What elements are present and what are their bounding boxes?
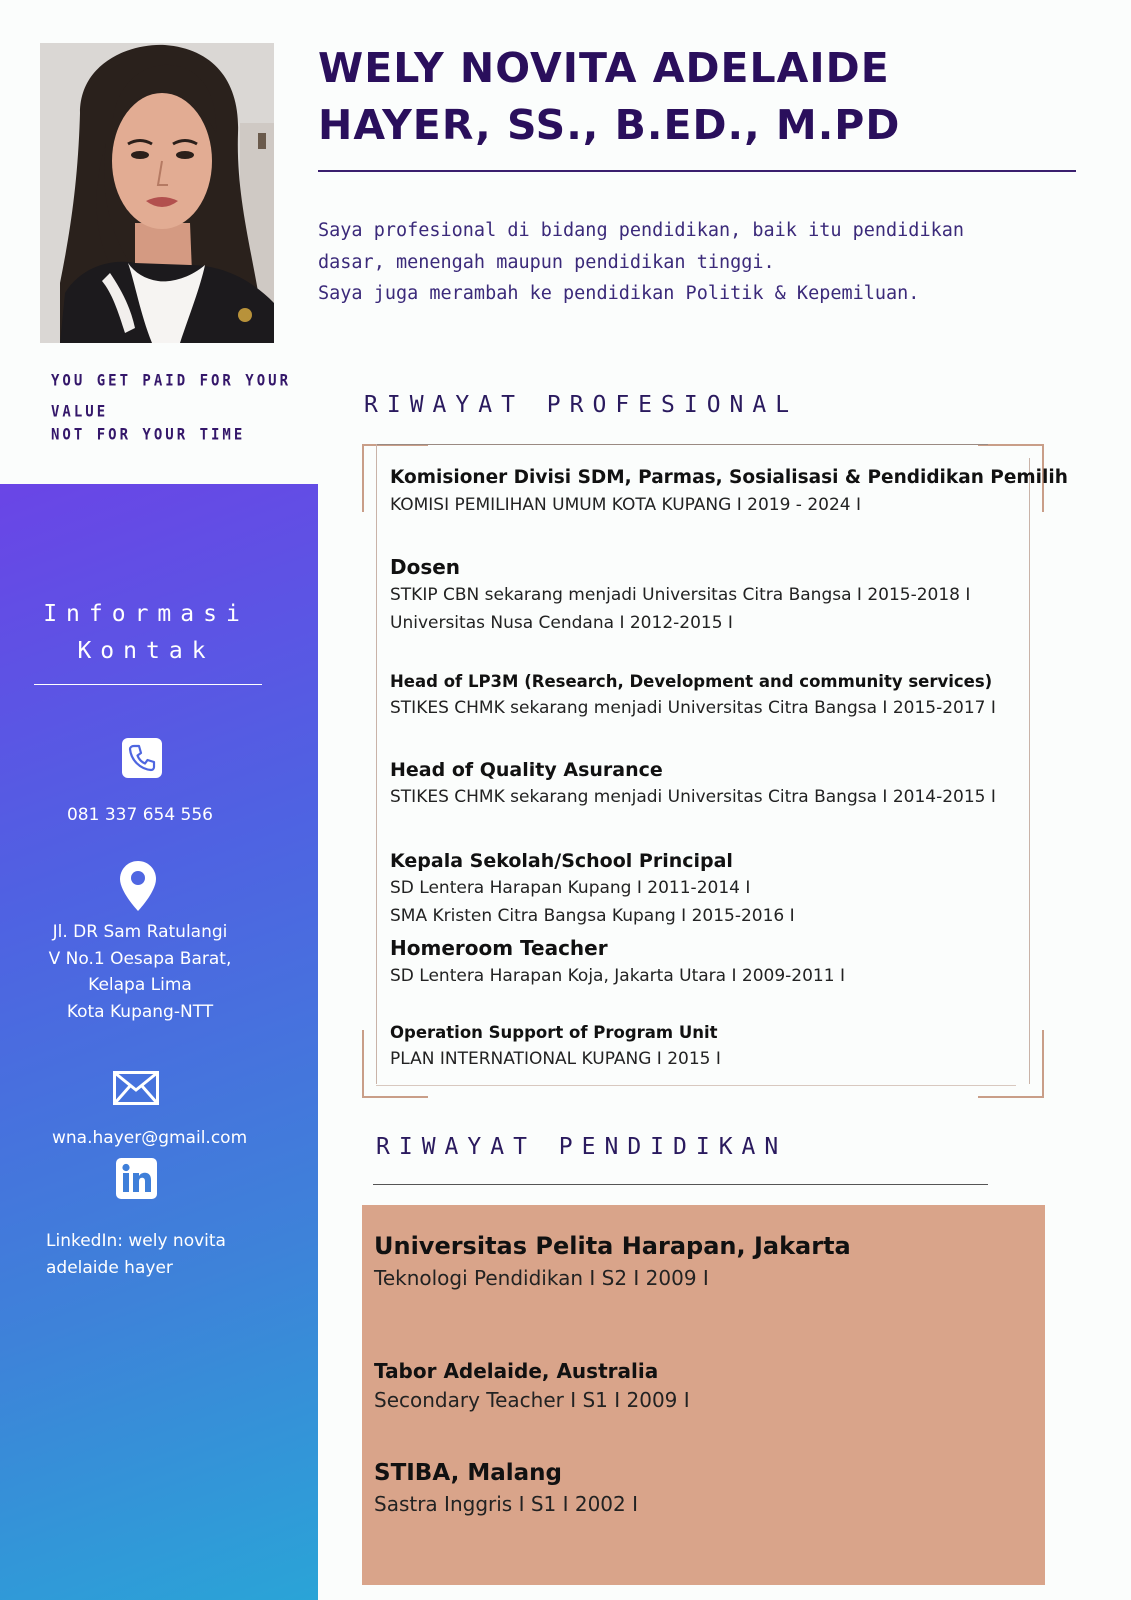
summary-line: Saya juga merambah ke pendidikan Politik & Kepemiluan. [318,283,920,304]
job-detail: STKIP CBN sekarang menjadi Universitas Citra Bangsa I 2015-2018 I [390,585,971,605]
quote-line: YOU GET PAID FOR YOUR VALUE [51,371,292,422]
name-line: WELY NOVITA ADELAIDE [318,44,890,92]
linkedin-line: LinkedIn: wely novita [46,1231,226,1251]
section-title-profesional: RIWAYAT PROFESIONAL [364,392,799,418]
person-name [318,40,1098,154]
name-line: HAYER, SS., B.ED., M.PD [318,101,901,149]
envelope-icon [113,1071,159,1105]
summary-line: Saya profesional di bidang pendidikan, baik itu pendidikan [318,220,965,241]
contact-title-line: Kontak [77,638,215,664]
header-divider [318,170,1076,172]
job-title: Operation Support of Program Unit [390,1023,718,1042]
job-detail: KOMISI PEMILIHAN UMUM KOTA KUPANG I 2019 - 2024 I [390,495,862,515]
address [20,919,260,1025]
pendidikan-box [362,1205,1045,1585]
pendidikan-divider [373,1184,988,1185]
job-detail: STIKES CHMK sekarang menjadi Universitas Citra Bangsa I 2015-2017 I [390,698,996,718]
address-line: V No.1 Oesapa Barat, [48,948,232,969]
address-line: Kota Kupang-NTT [66,1001,214,1022]
job-detail: SMA Kristen Citra Bangsa Kupang I 2015-2016 I [390,906,795,926]
quote-line: NOT FOR YOUR TIME [51,425,246,445]
job-detail: STIKES CHMK sekarang menjadi Universitas Citra Bangsa I 2014-2015 I [390,787,996,807]
address-line: Jl. DR Sam Ratulangi [52,922,228,942]
job-title: Homeroom Teacher [390,936,608,960]
linkedin-line: adelaide hayer [46,1257,173,1278]
quote [51,366,301,447]
education-detail: Sastra Inggris I S1 I 2002 I [374,1492,639,1516]
linkedin-profile[interactable] [46,1228,296,1281]
linkedin-icon[interactable] [116,1158,157,1199]
job-title: Head of LP3M (Research, Development and community services) [390,672,993,691]
education-item [374,1457,638,1519]
education-title: STIBA, Malang [374,1460,562,1486]
portrait-illustration [40,43,274,343]
email-address[interactable]: wna.hayer@gmail.com [52,1128,248,1148]
job-item [390,848,795,930]
summary-line: dasar, menengah maupun pendidikan tinggi. [318,251,775,273]
education-title: Universitas Pelita Harapan, Jakarta [374,1232,851,1260]
section-title-pendidikan: RIWAYAT PENDIDIKAN [376,1134,788,1160]
phone-number[interactable]: 081 337 654 556 [66,805,213,825]
job-item [390,1021,721,1073]
address-line: Kelapa Lima [88,975,192,995]
profile-photo [40,43,274,343]
education-detail: Teknologi Pendidikan I S2 I 2009 I [374,1266,709,1290]
job-detail: SD Lentera Harapan Koja, Jakarta Utara I 2009-2011 I [390,966,845,986]
location-pin-icon [120,861,156,911]
education-item [374,1229,851,1293]
job-title: Dosen [390,555,461,579]
education-item [374,1357,690,1415]
job-detail: SD Lentera Harapan Kupang I 2011-2014 I [390,878,751,898]
job-title: Komisioner Divisi SDM, Parmas, Sosialisasi & Pendidikan Pemilih [390,467,1068,488]
profile-summary [318,215,1078,310]
job-item [390,934,845,990]
job-detail: PLAN INTERNATIONAL KUPANG I 2015 I [390,1049,721,1069]
contact-divider [34,684,262,685]
contact-title [0,596,292,670]
education-title: Tabor Adelaide, Australia [374,1359,659,1383]
job-item [390,465,1068,519]
job-item [390,553,970,637]
phone-icon [122,738,162,778]
job-title: Kepala Sekolah/School Principal [390,850,733,872]
job-item [390,757,996,811]
job-detail: Universitas Nusa Cendana I 2012-2015 I [390,613,733,633]
job-title: Head of Quality Asurance [390,759,663,781]
contact-title-line: Informasi [43,601,249,627]
education-detail: Secondary Teacher I S1 I 2009 I [374,1388,690,1412]
job-item [390,670,996,722]
